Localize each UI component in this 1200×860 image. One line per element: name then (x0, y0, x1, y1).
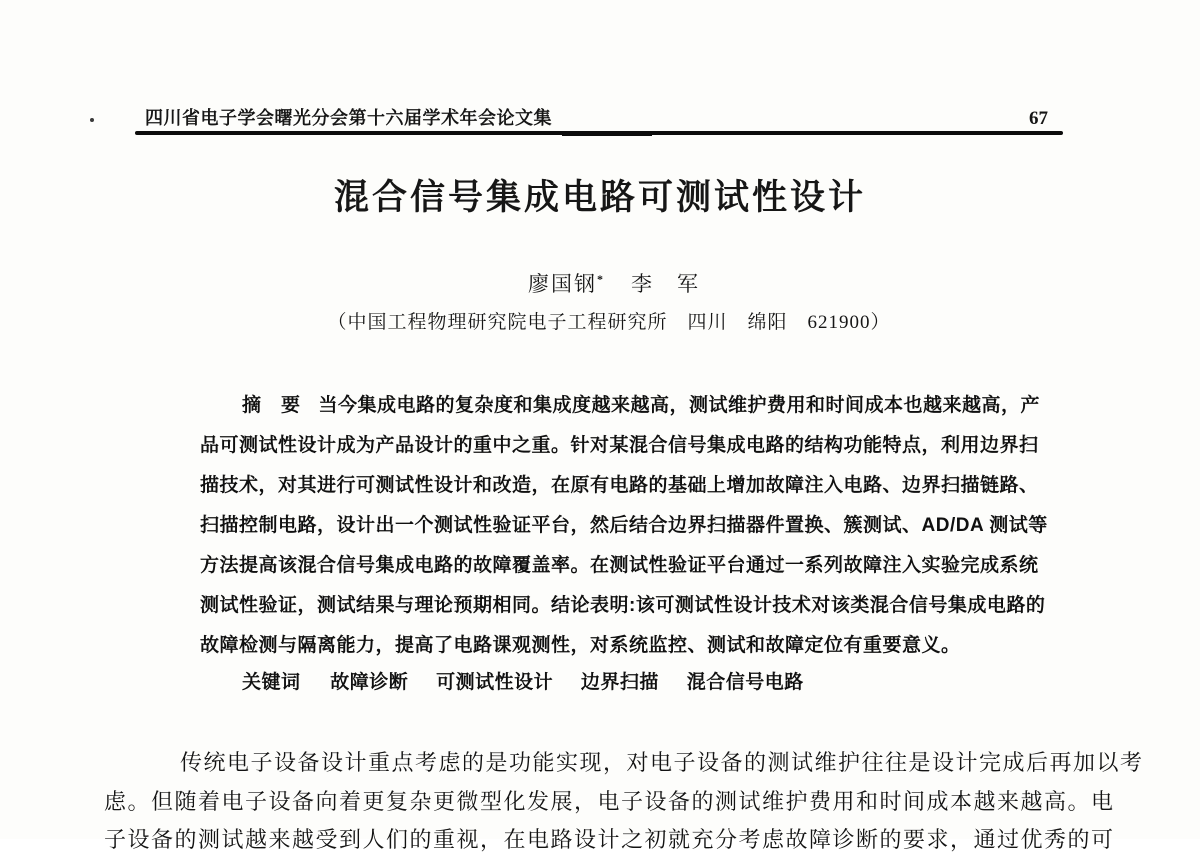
body-line-3: 子设备的测试越来越受到人们的重视，在电路设计之初就充分考虑故障诊断的要求，通过优秀的可 (104, 827, 1115, 852)
keywords-section (242, 663, 826, 703)
author-second: 李 军 (631, 272, 700, 296)
abstract-section (200, 386, 1048, 666)
abstract-label: 摘 要 (242, 395, 301, 416)
proceedings-title: 四川省电子学会曙光分会第十六届学术年会论文集 (145, 108, 552, 128)
abstract-line-5: 方法提高该混合信号集成电路的故障覆盖率。在测试性验证平台通过一系列故障注入实验完成系统 (200, 555, 1039, 576)
abstract-line-1-text: 当今集成电路的复杂度和集成度越来越高，测试维护费用和时间成本也越来越高，产 (318, 395, 1041, 416)
abstract-line-7: 故障检测与隔离能力，提高了电路课观测性，对系统监控、测试和故障定位有重要意义。 (200, 635, 961, 656)
abstract-line-2: 品可测试性设计成为产品设计的重中之重。针对某混合信号集成电路的结构功能特点，利用边界扫 (200, 435, 1039, 456)
page-number: 67 (1029, 108, 1048, 129)
abstract-line-1 (200, 386, 1041, 426)
header-rule (135, 131, 1063, 135)
authors-line (0, 264, 1200, 299)
scan-speck (90, 118, 94, 122)
keyword-item: 故障诊断 (330, 672, 409, 693)
keywords-label: 关键词 (242, 672, 301, 693)
body-line-1: 传统电子设备设计重点考虑的是功能实现，对电子设备的测试维护往往是设计完成后再加以考 (180, 750, 1144, 775)
keyword-item: 可测试性设计 (436, 672, 554, 693)
abstract-line-3: 描技术，对其进行可测试性设计和改造，在原有电路的基础上增加故障注入电路、边界扫描链路、 (200, 475, 1039, 496)
author-first: 廖国钢 (528, 272, 597, 296)
paper-title: 混合信号集成电路可测试性设计 (333, 178, 866, 217)
running-header (145, 104, 1048, 130)
body-paragraph (104, 744, 1144, 860)
keyword-item: 混合信号电路 (686, 672, 804, 693)
body-line-2: 虑。但随着电子设备向着更复杂更微型化发展，电子设备的测试维护费用和时间成本越来越高。电 (104, 788, 1115, 814)
footnote-asterisk: * (597, 272, 605, 286)
keyword-item: 边界扫描 (580, 672, 659, 693)
abstract-line-6: 测试性验证，测试结果与理论预期相同。结论表明:该可测试性设计技术对该类混合信号集成电路的 (200, 595, 1046, 616)
abstract-line-4: 扫描控制电路，设计出一个测试性验证平台，然后结合边界扫描器件置换、簇测试、AD/DA 测试等 (200, 515, 1048, 536)
affiliation-line: （中国工程物理研究院电子工程研究所 四川 绵阳 621900） (327, 312, 891, 333)
